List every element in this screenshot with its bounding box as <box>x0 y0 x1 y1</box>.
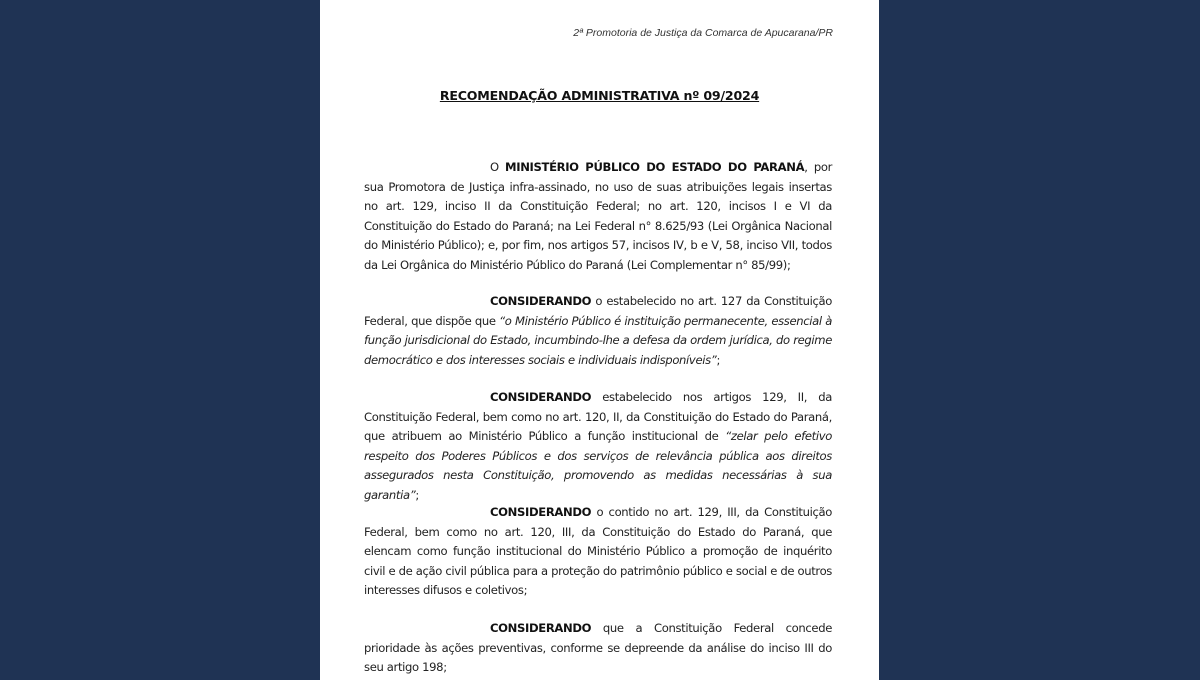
paragraph-text: estabelecido nos artigos 129, II, da Constituição Federal, bem como no art. 120, II, da Constituição do Estado do Paraná, que atribuem ao Ministério Público a função institucional de <box>364 390 832 443</box>
document-title: RECOMENDAÇÃO ADMINISTRATIVA nº 09/2024 <box>439 88 760 103</box>
considerando-label: CONSIDERANDO <box>490 621 592 635</box>
considerando-paragraph <box>364 292 832 370</box>
paragraph-quote: “zelar pelo efetivo respeito dos Poderes Públicos e dos serviços de relevância pública aos direitos assegurados nesta Constituição, promovendo as medidas necessárias à sua garantia” <box>364 429 832 502</box>
considerando-label: CONSIDERANDO <box>490 294 592 308</box>
institution-name: MINISTÉRIO PÚBLICO DO ESTADO DO PARANÁ <box>505 160 805 174</box>
considerando-label: CONSIDERANDO <box>490 505 592 519</box>
paragraph-quote: “o Ministério Público é instituição permanecente, essencial à função jurisdicional do Estado, incumbindo-lhe a defesa da ordem jurídica, do regime democrático e dos interesses sociais e individuais indisponíveis” <box>364 313 832 367</box>
considerando-label: CONSIDERANDO <box>490 390 592 404</box>
paragraph-text: que a Constituição Federal concede prioridade às ações preventivas, conforme se depreende da análise do inciso III do seu artigo 198; <box>364 621 832 674</box>
paragraph-text: o estabelecido no art. 127 da Constituição Federal, que dispõe que <box>364 294 832 328</box>
considerando-paragraph <box>364 388 832 505</box>
preamble-paragraph <box>364 158 832 275</box>
paragraph-text: , por sua Promotora de Justiça infra-assinado, no uso de suas atribuições legais insertas no art. 129, inciso II da Constituição Federal; no art. 120, incisos I e VI da Constituição do Estado do Paraná; na Lei Federal n° 8.625/93 (Lei Orgânica Nacional do Ministério Público); e, por fim, nos artigos 57, incisos IV, b e V, 58, inciso VII, todos da Lei Orgânica do Ministério Público do Paraná (Lei Complementar n° 85/99); <box>364 160 832 272</box>
considerando-paragraph <box>364 619 832 678</box>
paragraph-lead: O <box>490 160 506 174</box>
considerando-paragraph <box>364 503 832 601</box>
paragraph-end: ; <box>415 487 419 502</box>
paragraph-text: o contido no art. 129, III, da Constituição Federal, bem como no art. 120, III, da Constituição do Estado do Paraná, que elencam como função institucional do Ministério Público a promoção de inquérito civil e de ação civil pública para a proteção do patrimônio público e social e de outros interesses difusos e coletivos; <box>364 505 832 597</box>
document-page <box>320 0 879 680</box>
header-office-name: 2ª Promotoria de Justiça da Comarca de Apucarana/PR <box>573 27 833 39</box>
paragraph-end: ; <box>716 352 721 367</box>
